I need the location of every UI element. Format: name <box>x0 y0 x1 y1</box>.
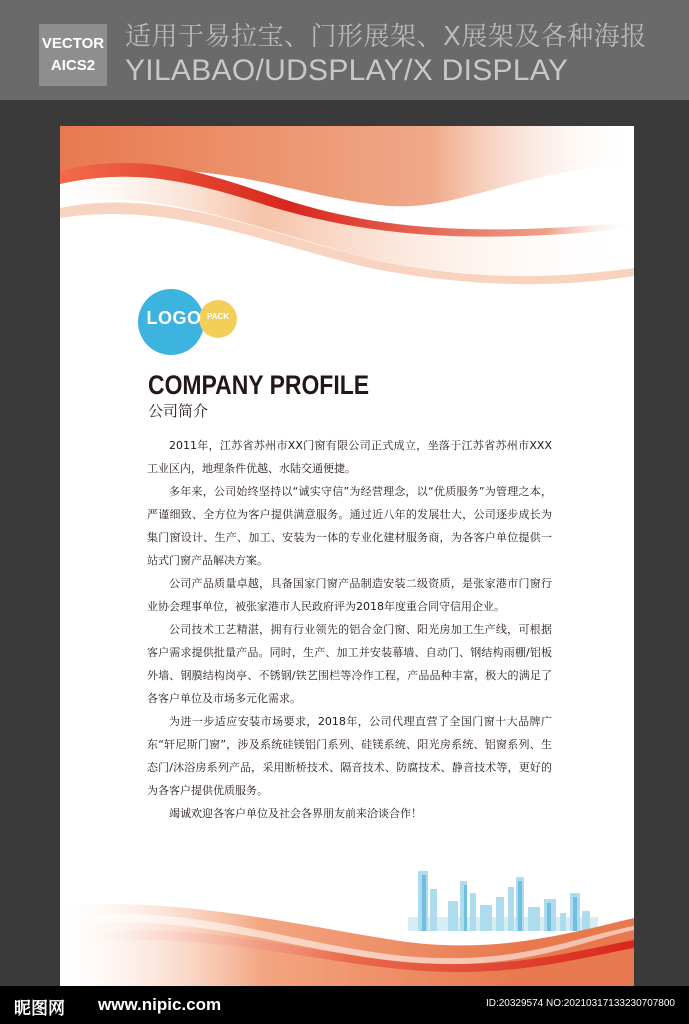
site-logo: 昵图网 <box>14 999 65 1019</box>
title-en: COMPANY PROFILE <box>148 370 370 400</box>
paragraph: 为进一步适应安装市场要求，2018年，公司代理直营了全国门窗十大品牌广东“轩尼斯门窗”，涉及系统硅镁铝门系列、硅镁系统、阳光房系统、铝窗系列、生态门/沐浴房系列产品，采用断桥技术、隔音技术、防腐技术、静音技术等，更好的为各客户提供优质服务。 <box>147 715 552 797</box>
logo-text: LOGO <box>146 308 202 328</box>
header-band <box>0 0 689 100</box>
profile-body <box>147 434 552 825</box>
paragraph: 多年来，公司始终坚持以“诚实守信”为经营理念，以“优质服务”为管理之本，严谨细致、全方位为客户提供满意服务。通过近八年的发展壮大，公司逐步成长为集门窗设计、生产、加工、安装为一体的专业化建材服务商，为各客户单位提供一站式门窗产品解决方案。 <box>147 485 552 567</box>
paragraph: 公司技术工艺精湛，拥有行业领先的铝合金门窗、阳光房加工生产线，可根据客户需求提供批量产品。同时，生产、加工并安装幕墙、自动门、钢结构雨棚/铝板外墙、钢膜结构岗亭、不锈钢/铁艺围栏等冷作工程，产品品种丰富，极大的满足了各客户单位及市场多元化需求。 <box>147 623 552 705</box>
badge-line2: AICS2 <box>50 57 96 74</box>
paragraph: 竭诚欢迎各客户单位及社会各界朋友前来洽谈合作！ <box>169 807 422 820</box>
headline-en: YILABAO/UDSPLAY/X DISPLAY <box>125 54 569 87</box>
top-wave-decoration <box>60 126 634 296</box>
site-footer <box>0 986 689 1024</box>
bottom-wave-decoration <box>60 896 634 986</box>
headline-cn: 适用于易拉宝、门形展架、X展架及各种海报 <box>125 22 647 52</box>
poster <box>60 126 634 986</box>
title-cn: 公司简介 <box>148 402 209 420</box>
badge-line1: VECTOR <box>41 35 105 52</box>
paragraph: 公司产品质量卓越，具备国家门窗产品制造安装二级资质，是张家港市门窗行业协会理事单位，被张家港市人民政府评为2018年度重合同守信用企业。 <box>147 577 552 613</box>
vector-badge <box>39 24 107 86</box>
site-url[interactable]: www.nipic.com <box>98 995 222 1014</box>
logo-pack-text: PACK <box>206 312 230 321</box>
paragraph: 2011年，江苏省苏州市XX门窗有限公司正式成立，坐落于江苏省苏州市XXX工业区内，地理条件优越、水陆交通便捷。 <box>147 439 552 475</box>
image-id: ID:20329574 NO:20210317133230707800 <box>485 998 675 1009</box>
